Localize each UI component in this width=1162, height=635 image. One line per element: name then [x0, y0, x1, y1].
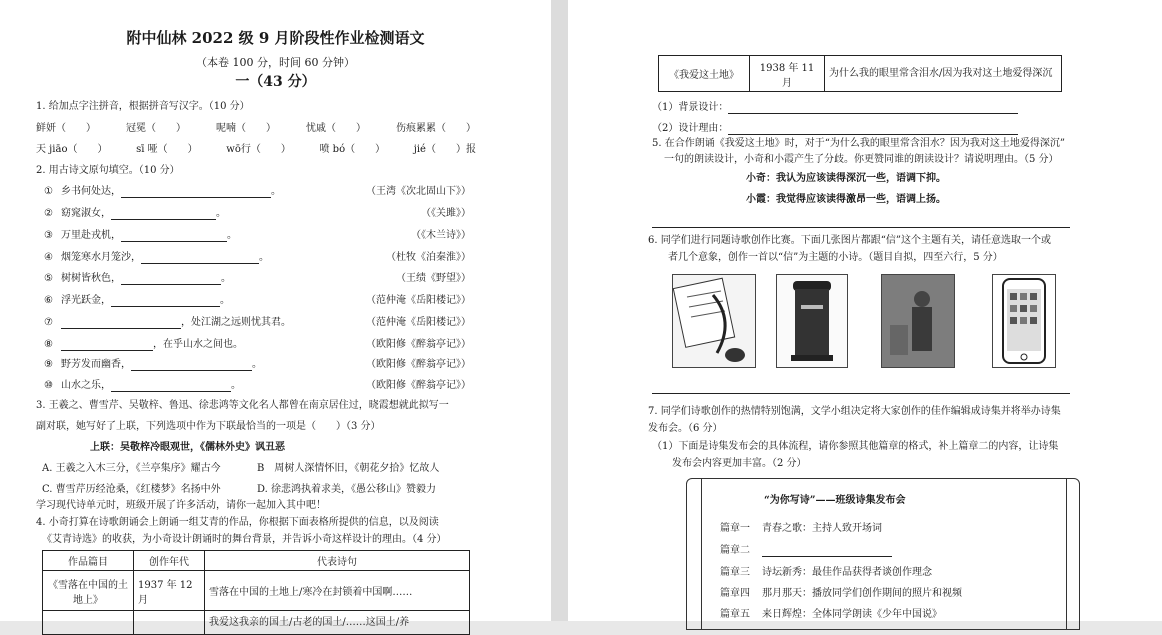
letter-quill-icon: [673, 275, 755, 367]
chapter-item: [720, 566, 932, 579]
table-cell: 1937 年 12 月: [134, 571, 205, 611]
poem-table: [42, 550, 470, 635]
q2-item-prefix: 万里赴戎机，: [60, 230, 121, 241]
exam-title: 附中仙林 2022 级 9 月阶段性作业检测语文: [126, 29, 425, 47]
q2-item-prefix: 窈窕淑女，: [60, 208, 111, 219]
q1-row1-item: 忧戚（ ）: [306, 123, 366, 134]
q2-item-source: （欧阳修《醉翁亭记》）: [366, 359, 471, 370]
postbox-icon: [777, 275, 847, 367]
q1-row1-item: 呢喃（ ）: [216, 123, 276, 134]
smartphone-image: [992, 274, 1056, 368]
q2-item-suffix: 。: [215, 208, 226, 219]
q7-1-line2: 发布会内容更加丰富。（2 分）: [672, 458, 807, 469]
q2-item-source: （《关雎》）: [421, 208, 471, 219]
fill-blank[interactable]: [131, 360, 252, 371]
q2-item-number: ②: [44, 208, 53, 219]
poem-table-continued: [658, 55, 1062, 92]
q2-item-suffix: ，处江湖之远则忧其君。: [180, 317, 291, 328]
q2-item: [44, 316, 291, 329]
scroll-roll-right: [1066, 479, 1079, 629]
q2-item-prefix: 乡书何处达，: [60, 186, 121, 197]
background-design-label: [652, 101, 1018, 114]
q3-tail: 学习现代诗单元时，班级开展了许多活动，请你一起加入其中吧！: [36, 500, 326, 511]
design-reason-label: [652, 122, 1018, 135]
q2-item-number: ⑦: [44, 317, 53, 328]
q2-item-number: ③: [44, 230, 53, 241]
scroll-roll-left: [687, 479, 702, 629]
q2-item-suffix: 。: [270, 186, 281, 197]
q2-item-prefix: 浮光跃金，: [60, 295, 111, 306]
q1-prompt: 1. 给加点字注拼音，根据拼音写汉字。（10 分）: [36, 101, 250, 112]
answer-line: [728, 103, 1018, 114]
table-header: 作品篇目: [43, 551, 134, 571]
fill-blank[interactable]: [121, 231, 227, 242]
q2-item: [44, 294, 230, 307]
letter-quill-image: [672, 274, 756, 368]
q1-row1: [36, 122, 476, 135]
chapter-name: 篇章五: [720, 609, 750, 620]
chapter-item: [720, 608, 942, 621]
design-reason-text: （2）设计理由：: [652, 123, 729, 134]
fill-blank[interactable]: [141, 253, 259, 264]
smartphone-icon: [993, 275, 1055, 367]
q2-item-number: ⑨: [44, 359, 53, 370]
q2-item-number: ⑥: [44, 295, 53, 306]
page-gutter: [551, 0, 568, 621]
q2-item-number: ⑧: [44, 339, 53, 350]
chapter-item: [720, 522, 882, 535]
q1-row1-item: 伤痕累累（ ）: [396, 123, 476, 134]
q3-option-d: D. 徐悲鸿执着求美，《愚公移山》赞毅力: [257, 484, 437, 495]
q2-item: [44, 229, 237, 242]
table-cell: [134, 611, 205, 635]
fill-blank[interactable]: [111, 296, 220, 307]
fill-blank[interactable]: [61, 340, 153, 351]
chapter-text: 青春之歌：主持人致开场词: [762, 523, 882, 534]
q5-line2: 一句的朗读设计，小奇和小霞产生了分歧。你更赞同谁的朗读设计？请说明理由。（5 分）: [664, 154, 1059, 165]
q2-item-suffix: 。: [230, 380, 241, 391]
q2-item: [44, 185, 281, 198]
q2-item-source: （欧阳修《醉翁亭记》）: [366, 380, 471, 391]
left-page: [0, 0, 551, 628]
table-cell: [43, 611, 134, 635]
q2-item-prefix: 野芳发而幽香，: [60, 359, 131, 370]
answer-line: [728, 124, 1018, 135]
q2-item: [44, 207, 226, 220]
q2-item-source: （范仲淹《岳阳楼记》）: [366, 295, 471, 306]
postbox-image: [776, 274, 848, 368]
table-cell: 为什么我的眼里常含泪水/因为我对这土地爱得深沉: [825, 56, 1062, 92]
q2-item-suffix: 。: [226, 230, 237, 241]
q2-item: [44, 358, 262, 371]
scroll-title: “为你写诗”——班级诗集发布会: [764, 495, 906, 506]
chapter-text: 来日辉煌：全体同学朗读《少年中国说》: [762, 609, 942, 620]
q1-row2-item: 天 jiāo（ ）: [36, 144, 108, 155]
q2-item-number: ⑩: [44, 380, 53, 391]
q2-item: [44, 251, 269, 264]
q2-item-suffix: 。: [219, 295, 230, 306]
q2-item: [44, 338, 243, 351]
q2-item-number: ⑤: [44, 273, 53, 284]
table-cell: 1938 年 11 月: [750, 56, 825, 92]
chapter-blank[interactable]: [762, 546, 892, 557]
q2-item: [44, 379, 241, 392]
q4-line2: 《艾青诗选》的收获，为小奇设计朗诵时的舞台背景，并告诉小奇这样设计的理由。（4 分）: [42, 534, 447, 545]
section-heading: 一（43 分）: [235, 74, 316, 90]
old-photo-image: [881, 274, 955, 368]
q3-option-a: A. 王羲之入木三分，《兰亭集序》耀古今: [42, 463, 221, 474]
right-page: [568, 0, 1162, 621]
table-cell: 我爱这我亲的国土/古老的国土/……这国土/养: [205, 611, 470, 635]
q7-line1: 7. 同学们诗歌创作的热情特别饱满，文学小组决定将大家创作的佳作编辑成诗集并将举办诗集: [648, 406, 1061, 417]
chapter-name: 篇章三: [720, 567, 750, 578]
q2-item-source: （范仲淹《岳阳楼记》）: [366, 317, 471, 328]
fill-blank[interactable]: [121, 187, 271, 198]
q2-item-suffix: 。: [258, 252, 269, 263]
q1-row1-item: 冠冕（ ）: [126, 123, 186, 134]
q5-xiaoxia: 小霞：我觉得应该读得激昂一些，语调上扬。: [746, 194, 946, 205]
q3-option-c: C. 曹雪芹历经沧桑，《红楼梦》名扬中外: [42, 484, 221, 495]
old-photo-icon: [882, 275, 954, 367]
q3-couplet: 上联：吴敬梓冷眼观世，《儒林外史》讽丑恶: [90, 442, 285, 453]
q1-row1-item: 鲜妍（ ）: [36, 123, 96, 134]
q2-item-source: （欧阳修《醉翁亭记》）: [366, 339, 471, 350]
q7-line2: 发布会。（6 分）: [648, 423, 723, 434]
chapter-item: [720, 587, 962, 600]
fill-blank[interactable]: [111, 381, 231, 392]
q5-answer-line: [652, 227, 1070, 228]
table-row: [43, 611, 470, 635]
q2-item-suffix: 。: [251, 359, 262, 370]
chapter-name: 篇章一: [720, 523, 750, 534]
q3-option-b: B 周树人深情怀旧，《朝花夕拾》忆故人: [257, 463, 440, 474]
q1-row2-item: jié（ ）报: [413, 144, 476, 155]
q1-row2-item: wō行（ ）: [226, 144, 291, 155]
q2-item-suffix: 。: [220, 273, 231, 284]
table-cell: 《雪落在中国的土地上》: [43, 571, 134, 611]
q7-1-line1: （1）下面是诗集发布会的具体流程，请你参照其他篇章的格式，补上篇章二的内容，让诗集: [652, 441, 1059, 452]
q4-line1: 4. 小奇打算在诗歌朗诵会上朗诵一组艾青的作品，你根据下面表格所提供的信息，以及阅读: [36, 517, 439, 528]
chapter-name: 篇章二: [720, 545, 750, 556]
q2-prompt: 2. 用古诗文原句填空。（10 分）: [36, 165, 180, 176]
table-header: 代表诗句: [205, 551, 470, 571]
q6-answer-line: [652, 393, 1070, 394]
table-cell: 雪落在中国的土地上/寒冷在封锁着中国啊……: [205, 571, 470, 611]
q2-item-source: （《木兰诗》）: [411, 230, 471, 241]
q5-line1: 5. 在合作朗诵《我爱这土地》时，对于“为什么我的眼里常含泪水？因为我对这土地爱得深沉”: [652, 138, 1065, 149]
q2-item-number: ①: [44, 186, 53, 197]
exam-subtitle: （本卷 100 分，时间 60 分钟）: [196, 56, 355, 69]
q1-row2-item: 喷 bó（ ）: [319, 144, 386, 155]
q3-line1: 3. 王羲之、曹雪芹、吴敬梓、鲁迅、徐悲鸿等文化名人都曾在南京居住过，晓霞想就此拟写一: [36, 400, 449, 411]
q2-item-suffix: ，在乎山水之间也。: [152, 339, 243, 350]
q6-line1: 6. 同学们进行同题诗歌创作比赛。下面几张图片都跟“信”这个主题有关，请任意选取一个或: [648, 235, 1051, 246]
q2-item-source: （王绩《野望》）: [396, 273, 471, 284]
fill-blank[interactable]: [121, 274, 221, 285]
q3-line2: 副对联，她写好了上联，下列选项中作为下联最恰当的一项是（ ）（3 分）: [36, 421, 381, 432]
q2-item-prefix: 烟笼寒水月笼沙，: [60, 252, 141, 263]
table-row: [43, 571, 470, 611]
background-design-text: （1）背景设计：: [652, 102, 729, 113]
chapter-text: 那月那天：播放同学们创作期间的照片和视频: [762, 588, 962, 599]
q2-item-prefix: 树树皆秋色，: [60, 273, 121, 284]
table-header: 创作年代: [134, 551, 205, 571]
q2-item-source: （王湾《次北固山下》）: [366, 186, 471, 197]
fill-blank[interactable]: [111, 209, 216, 220]
table-row: [659, 56, 1062, 92]
q1-row2: [36, 143, 476, 156]
chapter-item: [720, 544, 892, 557]
q2-item-source: （杜牧《泊秦淮》）: [386, 252, 471, 263]
q1-row2-item: sī 哑（ ）: [136, 144, 198, 155]
chapter-name: 篇章四: [720, 588, 750, 599]
q2-item: [44, 272, 231, 285]
chapter-text: 诗坛新秀：最佳作品获得者谈创作理念: [762, 567, 932, 578]
table-cell: 《我爱这土地》: [659, 56, 750, 92]
q2-item-prefix: 山水之乐，: [60, 380, 111, 391]
q6-line2: 者几个意象，创作一首以“信”为主题的小诗。（题目自拟，四至六行，5 分）: [668, 252, 1003, 263]
q2-item-number: ④: [44, 252, 53, 263]
q5-xiaoqi: 小奇：我认为应该读得深沉一些，语调下抑。: [746, 173, 946, 184]
fill-blank[interactable]: [61, 318, 181, 329]
